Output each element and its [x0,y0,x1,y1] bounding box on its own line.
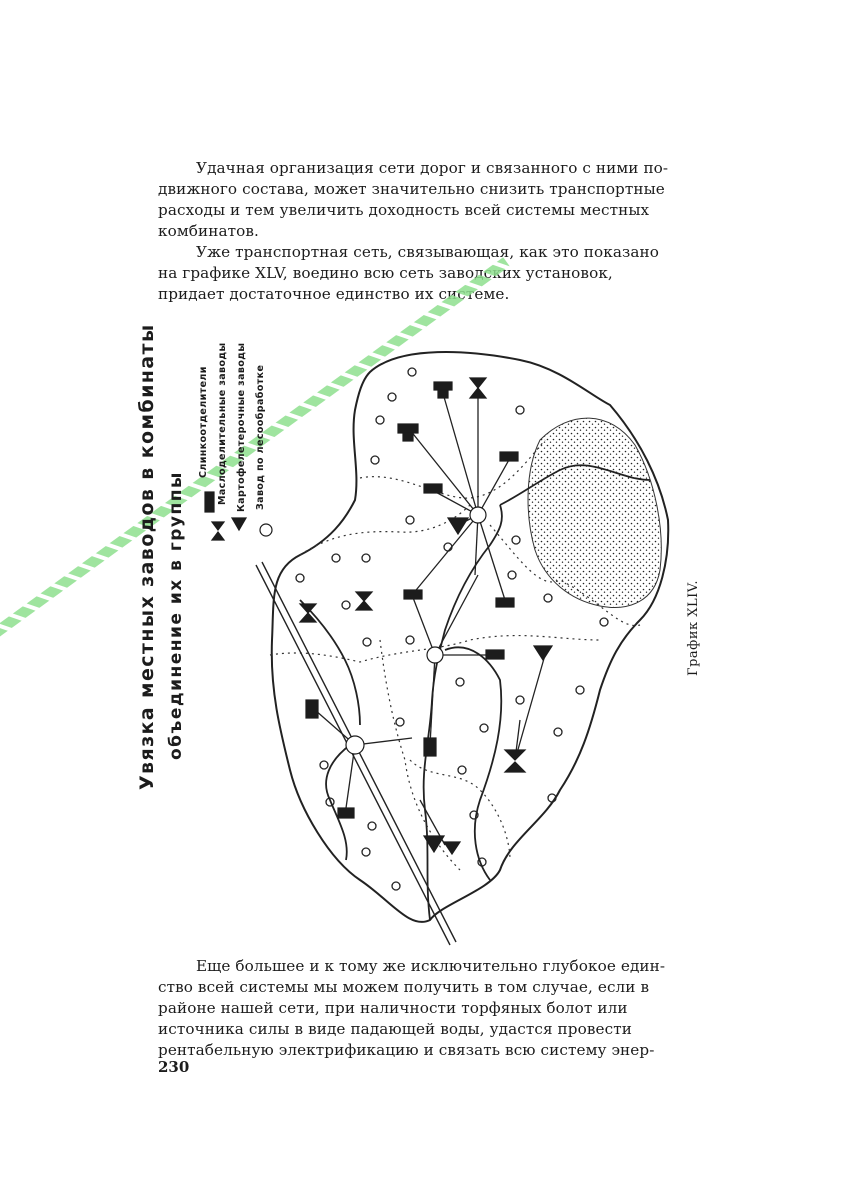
factory-symbol-starch [496,598,514,607]
text-line: источника силы в виде падающей воды, удастся провести [158,1020,632,1038]
factory-symbol-starch [486,650,504,659]
legend-symbol-wood [260,524,272,536]
text-line: Еще большее и к тому же исключительно глубокое един- [196,957,666,975]
legend-label: Картофелетерочные заводы [236,342,247,512]
factory-symbol-hub [427,647,443,663]
figure-title: Увязка местных заводов в комбинаты [136,323,158,790]
district-boundary [380,640,460,870]
legend-symbol-butter [212,522,224,540]
legend-label: Маслоделительные заводы [217,342,228,505]
text-line: рентабельную электрификацию и связать всю систему энер- [158,1041,655,1059]
figure-caption: График XLIV. [686,579,701,676]
paragraph-bottom [158,956,678,1061]
factory-symbol-hub [470,507,486,523]
text-line: ство всей системы мы можем получить в том случае, если в [158,978,650,996]
factory-symbol-starch [398,424,418,441]
legend-symbol-potato [232,518,246,530]
factory-symbol-butter [505,750,525,772]
peat-bog-area [528,418,661,607]
text-line: на графике XLV, воедино всю сеть заводских установок, [158,264,613,282]
figure-subtitle: объединение их в группы [166,471,186,760]
factory-symbol-potato [534,646,552,660]
text-line: придает достаточное единство их системе. [158,285,510,303]
factory-symbol-butter [356,592,372,610]
factory-symbol-potato [424,836,460,854]
district-boundary [360,440,545,498]
text-line: расходы и тем увеличить доходность всей системы местных [158,201,650,219]
factory-symbol-hub [346,736,364,754]
text-line: районе нашей сети, при наличности торфяных болот или [158,999,628,1017]
factory-symbol-starch [338,808,354,818]
legend-label: Слинкоотделители [198,366,209,478]
factory-symbol-starch [404,590,422,599]
factory-symbol-starch [500,452,518,461]
text-line: комбинатов. [158,222,259,240]
text-line: Удачная организация сети дорог и связанного с ними по- [196,159,669,177]
text-line: движного состава, может значительно снизить транспортные [158,180,665,198]
text-line: Уже транспортная сеть, связывающая, как это показано [196,243,659,261]
factory-symbol-butter [300,604,316,622]
factory-symbol-starch [434,382,452,398]
factory-symbol-starch [306,700,318,718]
factory-symbol-starch [424,738,436,756]
factory-symbol-butter [470,378,486,398]
legend-symbol-starch [205,492,214,512]
page-number: 230 [158,1058,190,1076]
legend-label: Завод по лесообработке [255,364,266,510]
factory-symbol-starch [424,484,442,493]
